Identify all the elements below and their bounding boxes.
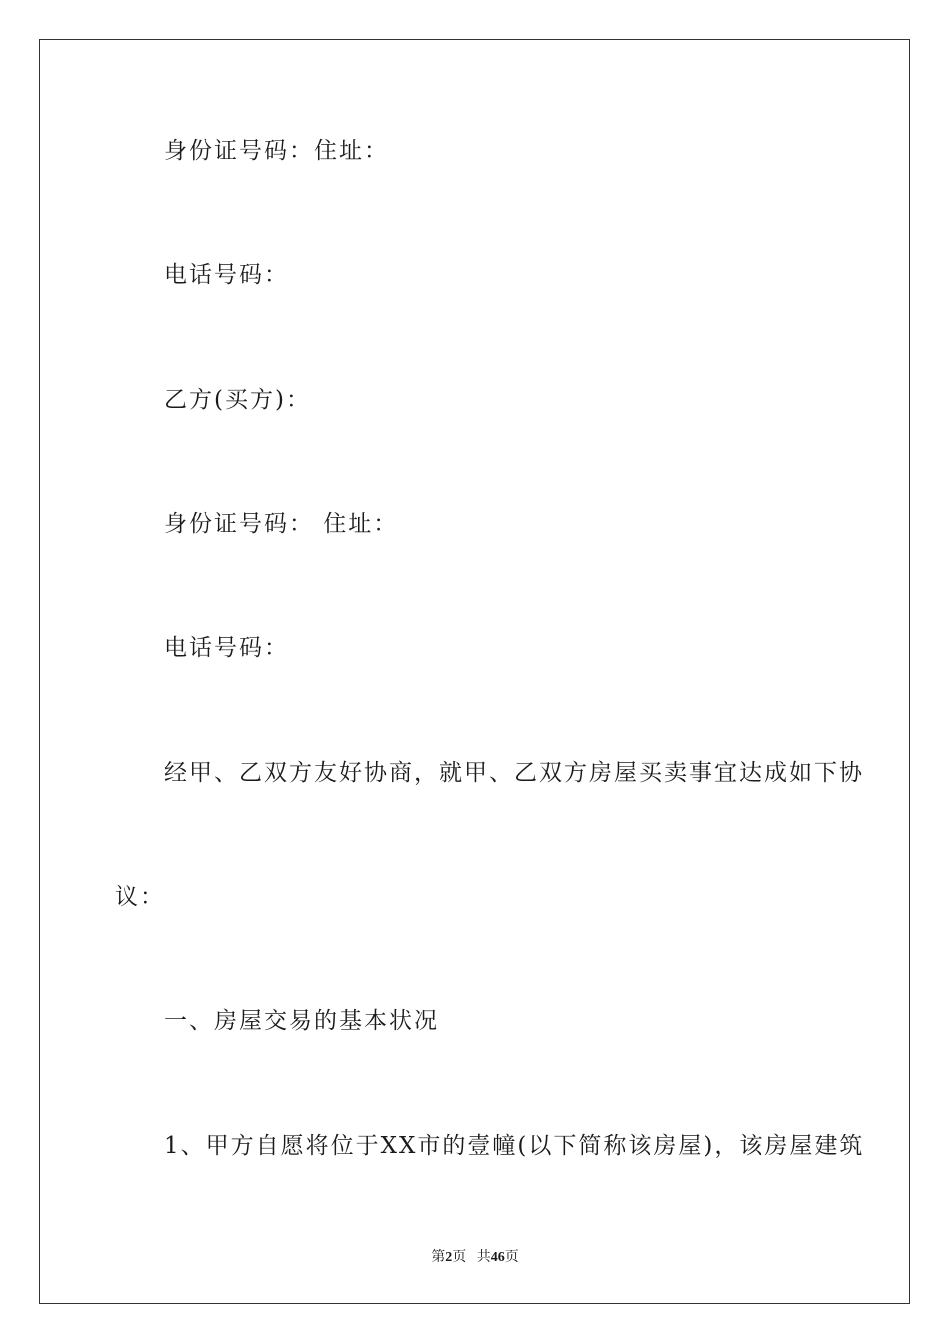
seller-phone-line: 电话号码： — [164, 262, 289, 288]
clause-1-line: 1、甲方自愿将位于XX市的壹幢(以下简称该房屋)，该房屋建筑 — [164, 1133, 865, 1159]
agreement-intro-continuation: 议： — [115, 884, 165, 910]
page-border — [39, 39, 910, 1304]
footer-total-prefix: 共 — [476, 1250, 491, 1265]
footer-total-suffix: 页 — [504, 1250, 519, 1265]
footer-page-prefix: 第 — [431, 1250, 446, 1265]
buyer-phone-line: 电话号码： — [164, 635, 289, 661]
section-heading: 一、房屋交易的基本状况 — [164, 1008, 439, 1034]
footer-page-suffix: 页 — [452, 1250, 467, 1265]
agreement-intro-line: 经甲、乙双方友好协商，就甲、乙双方房屋买卖事宜达成如下协 — [164, 760, 864, 786]
seller-id-address-line: 身份证号码：住址： — [164, 138, 389, 164]
buyer-heading-line: 乙方(买方)： — [164, 387, 311, 413]
footer-page-number: 2 — [445, 1250, 453, 1265]
page-footer — [0, 1246, 950, 1266]
footer-total-pages: 46 — [490, 1250, 505, 1265]
buyer-id-address-line: 身份证号码： 住址： — [164, 511, 399, 537]
